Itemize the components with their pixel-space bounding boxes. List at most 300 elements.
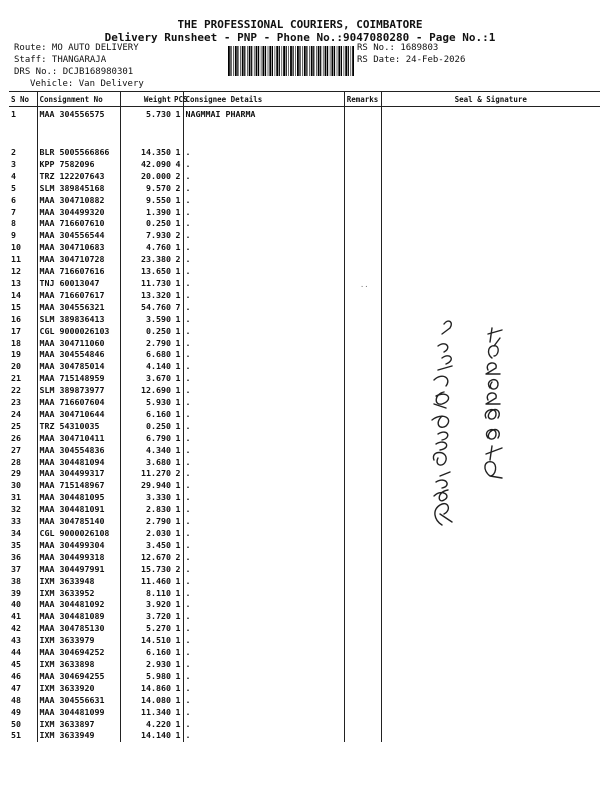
cell-pcs: 1 [175,325,181,336]
table-row [9,659,600,671]
cell-sno: 29 [11,468,21,479]
cell-pcs: 1 [175,277,181,288]
spacer-cell [173,132,183,147]
cell-remarks [344,635,381,647]
barcode-bar [258,46,259,76]
barcode-bar [263,46,265,76]
cell-consignee: . [183,528,344,540]
table-row [9,195,600,207]
table-row [9,159,600,171]
cell-consignment-no: MAA 304785130 [37,623,120,635]
cell-consignee: . [183,147,344,159]
table-row [9,730,600,742]
cell-remarks [344,107,381,133]
cell-sno: 3 [11,158,16,169]
cell-consignment-no: MAA 304481095 [37,492,120,504]
cell-weight: 2.830 [120,504,173,516]
table-header-row [9,92,600,107]
cell-seal-signature [381,730,600,742]
cell-remarks [344,338,381,350]
cell-consignment-no: MAA 304497991 [37,564,120,576]
cell-weight: 5.730 [120,107,173,133]
cell-pcs: 2 [175,254,181,265]
column-header-consignment: Consignment No [37,92,120,107]
cell-consignment-no: TRZ 54310035 [37,421,120,433]
cell-weight: 11.730 [120,278,173,290]
cell-pcs: 1 [175,337,181,348]
cell-weight: 3.670 [120,373,173,385]
barcode-bar [265,46,266,76]
column-header-remarks: Remarks [344,92,381,107]
cell-weight: 3.330 [120,492,173,504]
barcode-bar [311,46,313,76]
cell-sno: 43 [11,635,21,646]
cell-remarks [344,588,381,600]
cell-remarks [344,254,381,266]
cell-consignee: . [183,326,344,338]
barcode-bar [286,46,287,76]
cell-pcs: 1 [175,504,181,515]
cell-consignment-no: MAA 304710683 [37,242,120,254]
cell-weight: 6.680 [120,349,173,361]
column-header-consignee: Consignee Details [183,92,344,107]
cell-sno: 9 [11,230,16,241]
cell-consignee: . [183,338,344,350]
barcode-bar [247,46,248,76]
cell-consignment-no: CGL 9000026103 [37,326,120,338]
barcode-bar [295,46,296,76]
cell-remarks [344,707,381,719]
cell-remarks [344,326,381,338]
cell-consignment-no: MAA 716607610 [37,218,120,230]
cell-pcs: 1 [175,492,181,503]
cell-weight: 6.160 [120,409,173,421]
cell-remarks [344,373,381,385]
cell-consignment-no: TRZ 122207643 [37,171,120,183]
table-row [9,254,600,266]
table-row [9,576,600,588]
cell-remarks [344,290,381,302]
cell-consignment-no: MAA 716607616 [37,266,120,278]
cell-seal-signature [381,183,600,195]
table-row [9,635,600,647]
cell-consignee: . [183,623,344,635]
cell-sno: 12 [11,266,21,277]
cell-consignee: . [183,599,344,611]
cell-sno: 48 [11,694,21,705]
cell-seal-signature [381,564,600,576]
spacer-cell [120,132,173,147]
cell-consignment-no: MAA 304499318 [37,552,120,564]
cell-sno: 24 [11,408,21,419]
cell-remarks [344,480,381,492]
cell-remarks [344,719,381,731]
cell-remarks [344,183,381,195]
cell-consignment-no: CGL 9000026108 [37,528,120,540]
table-row [9,647,600,659]
cell-pcs: 1 [175,242,181,253]
cell-consignment-no: IXM 3633920 [37,683,120,695]
cell-sno: 8 [11,218,16,229]
cell-consignee: . [183,492,344,504]
cell-sno: 20 [11,361,21,372]
barcode-bar [275,46,276,76]
cell-sno: 1 [11,109,16,119]
column-header-pcs: PCS [173,92,183,107]
barcode-bar [299,46,300,76]
cell-pcs: 1 [175,623,181,634]
cell-sno: 28 [11,456,21,467]
cell-pcs: 2 [175,182,181,193]
cell-sno: 15 [11,301,21,312]
cell-weight: 6.790 [120,433,173,445]
cell-weight: 3.680 [120,457,173,469]
cell-remarks [344,730,381,742]
cell-seal-signature [381,159,600,171]
cell-remarks [344,683,381,695]
barcode-bar [228,46,230,76]
cell-pcs: 1 [175,420,181,431]
cell-sno: 7 [11,206,16,217]
cell-weight: 4.140 [120,361,173,373]
cell-consignee: . [183,314,344,326]
cell-pcs: 1 [175,658,181,669]
table-row [9,611,600,623]
cell-consignment-no: MAA 715148959 [37,373,120,385]
barcode-bar [268,46,269,76]
cell-weight: 11.460 [120,576,173,588]
cell-pcs: 1 [175,349,181,360]
barcode-bar [297,46,299,76]
cell-seal-signature [381,207,600,219]
cell-weight: 14.140 [120,730,173,742]
cell-seal-signature [381,611,600,623]
barcode-bar [327,46,328,76]
barcode-bar [254,46,255,76]
cell-remarks [344,361,381,373]
cell-sno: 25 [11,420,21,431]
cell-sno: 14 [11,289,21,300]
barcode-bar [249,46,251,76]
table-spacer-row [9,132,600,147]
cell-consignee: . [183,302,344,314]
cell-sno: 35 [11,539,21,550]
cell-consignee: . [183,397,344,409]
cell-consignment-no: IXM 3633948 [37,576,120,588]
cell-pcs: 2 [175,468,181,479]
cell-seal-signature [381,171,600,183]
cell-sno: 6 [11,194,16,205]
cell-remarks [344,695,381,707]
cell-weight: 23.380 [120,254,173,266]
spacer-cell [9,132,37,147]
cell-remarks [344,659,381,671]
cell-remarks [344,385,381,397]
cell-sno: 31 [11,492,21,503]
cell-remarks [344,611,381,623]
cell-weight: 14.080 [120,695,173,707]
cell-remarks [344,195,381,207]
barcode-bar [293,46,294,76]
cell-remarks [344,504,381,516]
table-row [9,719,600,731]
barcode-bar [316,46,317,76]
cell-seal-signature [381,218,600,230]
cell-seal-signature [381,242,600,254]
cell-consignee: . [183,707,344,719]
cell-consignee: . [183,635,344,647]
cell-pcs: 1 [175,147,181,157]
barcode-bar [351,46,352,76]
barcode-bar [290,46,292,76]
column-header-seal-signature: Seal & Signature [381,92,600,107]
table-row [9,107,600,133]
cell-consignee: . [183,659,344,671]
table-row [9,564,600,576]
cell-weight: 12.670 [120,552,173,564]
rs-date: RS Date: 24-Feb-2026 [357,55,466,65]
cell-weight: 2.030 [120,528,173,540]
cell-weight: 9.570 [120,183,173,195]
cell-consignee: . [183,266,344,278]
cell-consignee: . [183,183,344,195]
cell-seal-signature [381,147,600,159]
cell-sno: 47 [11,682,21,693]
cell-pcs: 1 [175,480,181,491]
cell-weight: 2.790 [120,516,173,528]
cell-consignment-no: MAA 304785140 [37,516,120,528]
cell-weight: 3.450 [120,540,173,552]
spacer-cell [183,132,344,147]
cell-remarks [344,159,381,171]
cell-consignee: . [183,385,344,397]
barcode-bar [341,46,342,76]
table-row [9,242,600,254]
barcode-bar [242,46,244,76]
pen-mark: ·· [360,283,369,291]
cell-sno: 18 [11,337,21,348]
cell-sno: 49 [11,706,21,717]
column-header-weight: Weight [120,92,173,107]
cell-consignee: . [183,480,344,492]
cell-consignment-no: MAA 304554836 [37,445,120,457]
cell-consignee: . [183,207,344,219]
cell-consignment-no: MAA 304481094 [37,457,120,469]
cell-remarks [344,552,381,564]
table-row [9,552,600,564]
cell-pcs: 1 [175,194,181,205]
cell-sno: 40 [11,599,21,610]
cell-sno: 2 [11,147,16,157]
cell-consignee: . [183,195,344,207]
cell-seal-signature [381,707,600,719]
cell-remarks [344,623,381,635]
barcode-bar [240,46,241,76]
table-row [9,683,600,695]
cell-seal-signature [381,230,600,242]
cell-consignee: . [183,349,344,361]
cell-seal-signature [381,576,600,588]
cell-pcs: 1 [175,682,181,693]
cell-weight: 9.550 [120,195,173,207]
barcode-bar [313,46,314,76]
cell-consignment-no: MAA 304499304 [37,540,120,552]
cell-weight: 13.650 [120,266,173,278]
cell-sno: 34 [11,528,21,538]
cell-pcs: 1 [175,218,181,229]
barcode-bar [320,46,321,76]
cell-sno: 36 [11,551,21,562]
cell-sno: 46 [11,670,21,681]
cell-pcs: 1 [175,289,181,300]
cell-consignment-no: KPP 7582096 [37,159,120,171]
cell-consignee: . [183,611,344,623]
cell-seal-signature [381,195,600,207]
cell-weight: 5.930 [120,397,173,409]
barcode-bar [344,46,345,76]
barcode-bar [237,46,238,76]
barcode-bar [233,46,234,76]
cell-remarks [344,218,381,230]
cell-seal-signature [381,695,600,707]
cell-sno: 44 [11,647,21,658]
table-row [9,599,600,611]
cell-consignee: . [183,540,344,552]
cell-consignment-no: IXM 3633897 [37,719,120,731]
cell-consignment-no: MAA 304554846 [37,349,120,361]
cell-sno: 32 [11,504,21,515]
cell-weight: 42.090 [120,159,173,171]
cell-weight: 4.220 [120,719,173,731]
cell-remarks [344,230,381,242]
column-header-sno: S No [9,92,37,107]
barcode-bar [318,46,320,76]
cell-sno: 13 [11,277,21,288]
cell-remarks [344,349,381,361]
cell-remarks [344,314,381,326]
cell-consignee: . [183,468,344,480]
cell-remarks [344,671,381,683]
cell-consignee: . [183,564,344,576]
cell-pcs: 1 [175,408,181,419]
barcode-bar [276,46,278,76]
cell-consignee: NAGMMAI PHARMA [183,107,344,133]
cell-sno: 10 [11,242,21,253]
cell-seal-signature [381,254,600,266]
cell-sno: 23 [11,397,21,408]
cell-pcs: 1 [175,432,181,443]
cell-consignee: . [183,695,344,707]
cell-consignment-no: MAA 304499317 [37,468,120,480]
cell-sno: 27 [11,444,21,455]
cell-weight: 13.320 [120,290,173,302]
cell-consignment-no: IXM 3633898 [37,659,120,671]
cell-seal-signature [381,107,600,133]
cell-remarks [344,457,381,469]
cell-consignee: . [183,433,344,445]
cell-consignment-no: MAA 304481091 [37,504,120,516]
spacer-cell [344,132,381,147]
table-row [9,207,600,219]
cell-remarks [344,599,381,611]
barcode-image [228,46,354,76]
cell-pcs: 1 [175,361,181,372]
cell-consignee: . [183,719,344,731]
cell-sno: 21 [11,373,21,384]
cell-weight: 3.590 [120,314,173,326]
cell-pcs: 2 [175,563,181,574]
barcode-bar [261,46,262,76]
barcode-bar [282,46,283,76]
cell-sno: 38 [11,575,21,586]
cell-consignee: . [183,730,344,742]
cell-weight: 8.110 [120,588,173,600]
barcode-bar [330,46,331,76]
rs-number: RS No.: 1689803 [357,43,439,53]
cell-consignee: . [183,242,344,254]
table-row [9,671,600,683]
cell-pcs: 1 [175,516,181,527]
cell-consignment-no: MAA 304481089 [37,611,120,623]
cell-pcs: 1 [175,670,181,681]
barcode-bar [338,46,340,76]
cell-consignee: . [183,421,344,433]
cell-sno: 41 [11,611,21,622]
staff-label: Staff: THANGARAJA [14,55,107,65]
cell-consignment-no: BLR 5005566866 [37,147,120,159]
cell-sno: 37 [11,563,21,574]
cell-consignee: . [183,588,344,600]
cell-remarks [344,540,381,552]
cell-remarks [344,468,381,480]
barcode-bar [272,46,273,76]
cell-sno: 51 [11,730,21,741]
cell-consignment-no: MAA 304711060 [37,338,120,350]
cell-consignee: . [183,159,344,171]
cell-consignment-no: MAA 304556575 [37,107,120,133]
cell-weight: 4.760 [120,242,173,254]
cell-consignee: . [183,552,344,564]
cell-remarks [344,397,381,409]
cell-consignee: . [183,254,344,266]
cell-weight: 1.390 [120,207,173,219]
cell-consignee: . [183,576,344,588]
cell-weight: 5.270 [120,623,173,635]
cell-seal-signature [381,671,600,683]
cell-consignment-no: MAA 304710728 [37,254,120,266]
cell-consignee: . [183,409,344,421]
cell-seal-signature [381,623,600,635]
barcode-bar [348,46,349,76]
cell-pcs: 1 [175,373,181,384]
cell-consignment-no: IXM 3633949 [37,730,120,742]
cell-pcs: 1 [175,266,181,277]
barcode-bar [306,46,307,76]
table-row [9,278,600,290]
cell-pcs: 7 [175,301,181,312]
barcode-bar [345,46,347,76]
cell-remarks [344,147,381,159]
cell-weight: 11.270 [120,468,173,480]
cell-weight: 3.920 [120,599,173,611]
cell-consignment-no: MAA 716607617 [37,290,120,302]
cell-seal-signature [381,278,600,290]
cell-remarks [344,433,381,445]
cell-pcs: 1 [175,109,181,119]
cell-sno: 26 [11,432,21,443]
cell-consignee: . [183,278,344,290]
barcode-bar [325,46,327,76]
